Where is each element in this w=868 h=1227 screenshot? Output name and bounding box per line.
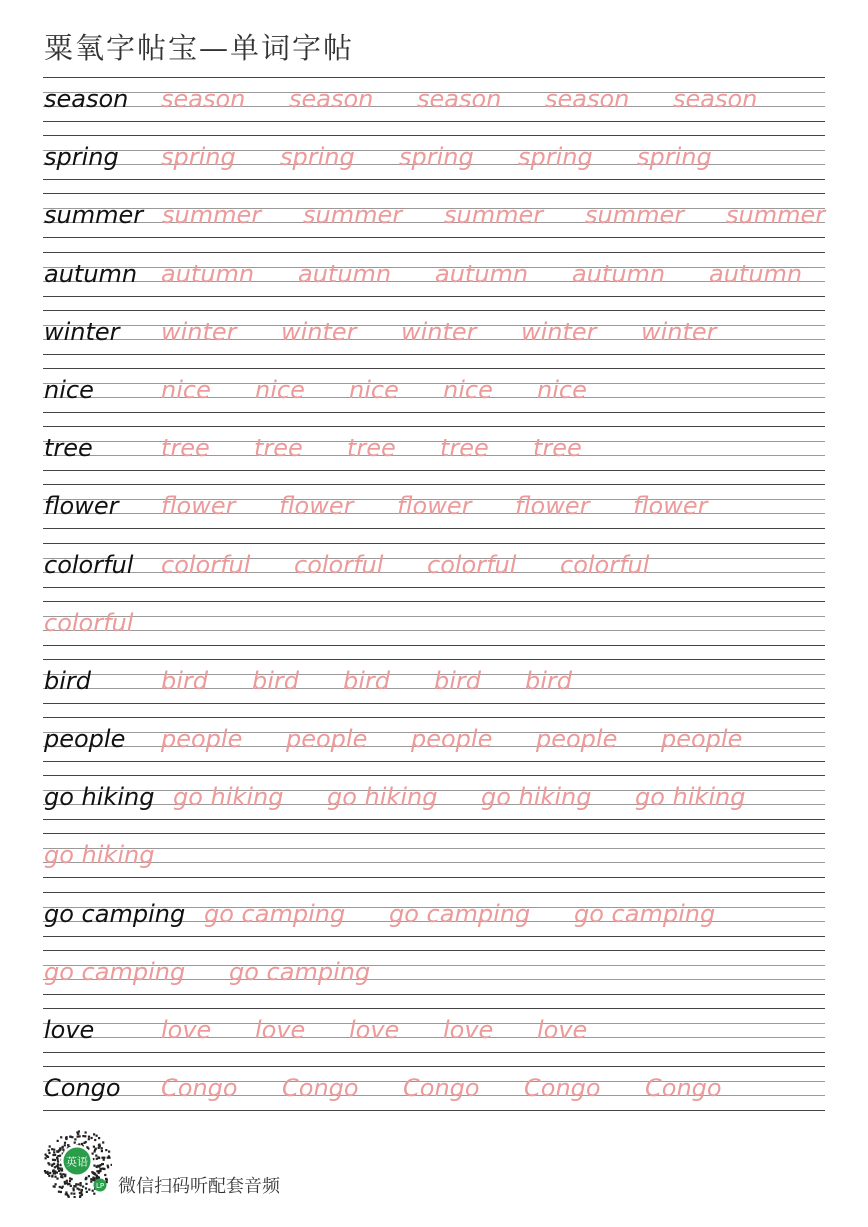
ruled-line <box>43 208 825 209</box>
trace-word: people <box>661 725 743 754</box>
trace-word: spring <box>161 143 236 172</box>
trace-word: bird <box>525 666 573 695</box>
ruled-line <box>43 994 825 995</box>
ruled-line <box>43 645 825 646</box>
ruled-line <box>43 528 825 529</box>
trace-word: love <box>537 1016 588 1044</box>
trace-word: tree <box>254 434 303 463</box>
ruled-line <box>43 222 825 223</box>
trace-word: nice <box>443 375 493 404</box>
ruled-line <box>43 775 825 776</box>
model-word: tree <box>44 434 93 463</box>
model-word: Congo <box>44 1074 121 1103</box>
trace-word: flower <box>633 492 708 521</box>
trace-word: Congo <box>403 1074 480 1103</box>
trace-word: go camping <box>389 899 531 928</box>
ruled-line <box>43 950 825 951</box>
trace-word: flower <box>279 492 354 521</box>
practice-row <box>43 426 825 484</box>
trace-word: love <box>443 1016 494 1044</box>
trace-word: Congo <box>161 1074 238 1103</box>
model-word: bird <box>44 666 92 695</box>
ruled-line <box>43 1066 825 1067</box>
trace-word: flower <box>515 492 590 521</box>
ruled-line <box>43 1110 825 1111</box>
ruled-line <box>43 252 825 253</box>
trace-word: autumn <box>161 259 255 288</box>
practice-row <box>43 484 825 542</box>
trace-word: go hiking <box>44 841 155 870</box>
trace-word: love <box>161 1016 212 1044</box>
trace-word: autumn <box>572 259 666 288</box>
trace-word: autumn <box>298 259 392 288</box>
qr-code-icon[interactable] <box>42 1128 112 1198</box>
model-word: autumn <box>44 259 138 288</box>
trace-word: nice <box>161 375 211 404</box>
model-word: summer <box>44 201 144 230</box>
ruled-line <box>43 616 825 617</box>
trace-word: Congo <box>645 1074 722 1103</box>
model-word: spring <box>44 143 119 172</box>
ruled-line <box>43 936 825 937</box>
practice-row <box>43 717 825 775</box>
trace-word: colorful <box>560 550 650 579</box>
trace-word: go camping <box>204 899 346 928</box>
ruled-line <box>43 354 825 355</box>
trace-word: nice <box>349 375 399 404</box>
model-word: winter <box>44 317 120 346</box>
trace-word: season <box>673 85 758 113</box>
practice-row <box>43 659 825 717</box>
model-word: love <box>44 1016 95 1044</box>
trace-word: spring <box>637 143 712 172</box>
ruled-line <box>43 833 825 834</box>
ruled-line <box>43 310 825 311</box>
trace-word: colorful <box>44 608 134 637</box>
trace-word: bird <box>434 666 482 695</box>
ruled-line <box>43 659 825 660</box>
practice-row <box>43 601 825 659</box>
practice-row <box>43 950 825 1008</box>
trace-word: season <box>417 85 502 113</box>
ruled-line <box>43 601 825 602</box>
model-word: season <box>44 85 129 113</box>
practice-row <box>43 1008 825 1066</box>
trace-word: people <box>411 725 493 754</box>
model-word: flower <box>44 492 119 521</box>
trace-word: season <box>545 85 630 113</box>
ruled-line <box>43 470 825 471</box>
model-word: go camping <box>44 899 186 928</box>
ruled-line <box>43 877 825 878</box>
trace-word: Congo <box>524 1074 601 1103</box>
ruled-line <box>43 237 825 238</box>
trace-word: summer <box>444 201 544 230</box>
trace-word: autumn <box>709 259 803 288</box>
trace-word: summer <box>585 201 685 230</box>
ruled-line <box>43 717 825 718</box>
trace-word: colorful <box>161 550 251 579</box>
trace-word: summer <box>303 201 403 230</box>
trace-word: go camping <box>574 899 716 928</box>
trace-word: people <box>536 725 618 754</box>
ruled-line <box>43 296 825 297</box>
practice-row <box>43 193 825 251</box>
trace-word: season <box>161 85 246 113</box>
ruled-line <box>43 703 825 704</box>
practice-row <box>43 775 825 833</box>
trace-word: winter <box>281 317 357 346</box>
trace-word: love <box>255 1016 306 1044</box>
practice-row <box>43 543 825 601</box>
trace-word: spring <box>518 143 593 172</box>
ruled-line <box>43 892 825 893</box>
trace-word: love <box>349 1016 400 1044</box>
trace-word: winter <box>401 317 477 346</box>
trace-word: flower <box>161 492 236 521</box>
trace-word: people <box>286 725 368 754</box>
model-word: go hiking <box>44 783 155 812</box>
practice-row <box>43 252 825 310</box>
trace-word: spring <box>399 143 474 172</box>
ruled-line <box>43 193 825 194</box>
trace-word: winter <box>161 317 237 346</box>
model-word: nice <box>44 375 94 404</box>
trace-word: tree <box>161 434 210 463</box>
practice-row <box>43 892 825 950</box>
trace-word: Congo <box>282 1074 359 1103</box>
trace-word: nice <box>255 375 305 404</box>
trace-word: flower <box>397 492 472 521</box>
trace-word: bird <box>252 666 300 695</box>
ruled-line <box>43 412 825 413</box>
ruled-line <box>43 543 825 544</box>
trace-word: people <box>161 725 243 754</box>
ruled-line <box>43 862 825 863</box>
trace-word: go camping <box>229 957 371 986</box>
ruled-line <box>43 819 825 820</box>
practice-row <box>43 135 825 193</box>
ruled-line <box>43 630 825 631</box>
trace-word: nice <box>537 375 587 404</box>
ruled-line <box>43 1052 825 1053</box>
ruled-line <box>43 484 825 485</box>
trace-word: colorful <box>294 550 384 579</box>
practice-row <box>43 368 825 426</box>
practice-row <box>43 833 825 891</box>
trace-word: go hiking <box>481 783 592 812</box>
ruled-line <box>43 121 825 122</box>
ruled-line <box>43 368 825 369</box>
trace-word: colorful <box>427 550 517 579</box>
trace-word: summer <box>726 201 826 230</box>
trace-word: tree <box>347 434 396 463</box>
trace-word: winter <box>521 317 597 346</box>
trace-word: season <box>289 85 374 113</box>
trace-word: bird <box>343 666 391 695</box>
practice-sheet <box>43 77 825 1124</box>
ruled-line <box>43 848 825 849</box>
qr-badge-label: 英语 <box>66 1155 88 1169</box>
ruled-line <box>43 135 825 136</box>
model-word: people <box>44 725 126 754</box>
trace-word: tree <box>440 434 489 463</box>
footer-caption: 微信扫码听配套音频 <box>118 1176 280 1197</box>
trace-word: tree <box>533 434 582 463</box>
trace-word: go hiking <box>327 783 438 812</box>
ruled-line <box>43 587 825 588</box>
qr-corner-label: LP <box>95 1182 105 1190</box>
trace-word: go camping <box>44 957 186 986</box>
trace-word: go hiking <box>173 783 284 812</box>
ruled-line <box>43 179 825 180</box>
trace-word: summer <box>162 201 262 230</box>
trace-word: winter <box>641 317 717 346</box>
ruled-line <box>43 77 825 78</box>
practice-row <box>43 1066 825 1124</box>
practice-row <box>43 310 825 368</box>
model-word: colorful <box>44 550 134 579</box>
trace-word: go hiking <box>635 783 746 812</box>
practice-row <box>43 77 825 135</box>
ruled-line <box>43 426 825 427</box>
ruled-line <box>43 1008 825 1009</box>
ruled-line <box>43 761 825 762</box>
trace-word: spring <box>280 143 355 172</box>
page-title: 粟氧字帖宝—单词字帖 <box>44 31 355 65</box>
trace-word: autumn <box>435 259 529 288</box>
trace-word: bird <box>161 666 209 695</box>
